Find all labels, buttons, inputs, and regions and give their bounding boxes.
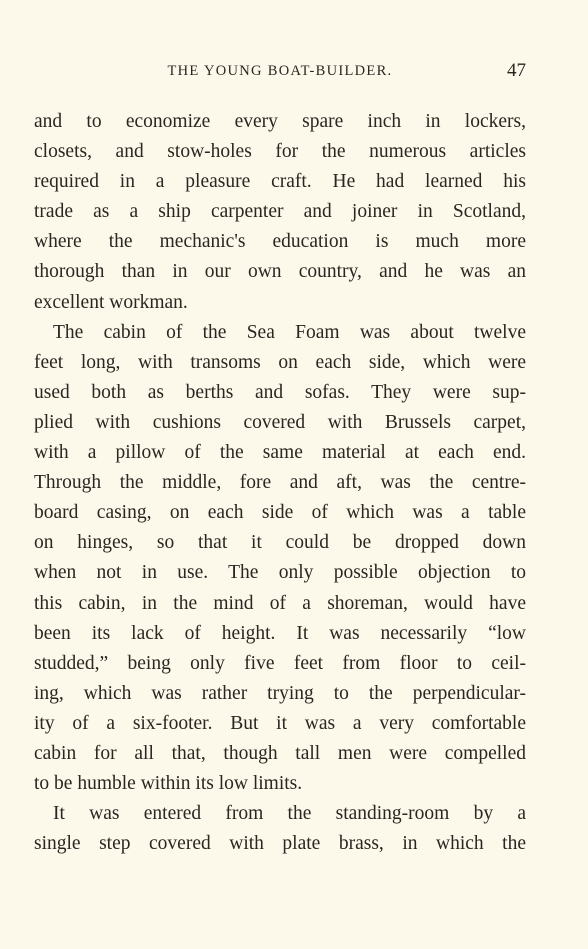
text-line: studded,” being only five feet from floor to ceil- <box>34 652 526 674</box>
text-line: with a pillow of the same material at each end. <box>34 442 526 464</box>
running-head <box>34 60 526 84</box>
running-title: THE YOUNG BOAT-BUILDER. <box>167 63 393 79</box>
text-line: ing, which was rather trying to the perpendicular- <box>34 682 526 704</box>
text-line: closets, and stow-holes for the numerous articles <box>34 141 526 163</box>
text-line: board casing, on each side of which was a table <box>34 502 526 524</box>
text-line: and to economize every spare inch in lockers, <box>34 111 526 132</box>
text-line: It was entered from the standing-room by a <box>53 803 526 825</box>
text-line: trade as a ship carpenter and joiner in Scotland, <box>34 201 526 223</box>
text-line: Through the middle, fore and aft, was the centre- <box>34 472 526 494</box>
text-line: where the mechanic's education is much more <box>34 231 526 253</box>
paragraph-2 <box>34 318 526 800</box>
paragraph-3 <box>34 799 526 859</box>
body-text <box>34 107 526 859</box>
text-line: required in a pleasure craft. He had learned his <box>34 171 526 193</box>
text-line: to be humble within its low limits. <box>34 773 303 795</box>
text-line: on hinges, so that it could be dropped down <box>34 532 526 554</box>
text-line: cabin for all that, though tall men were compelled <box>34 742 526 764</box>
text-line: feet long, with transoms on each side, which were <box>34 351 526 373</box>
page-number: 47 <box>507 60 526 81</box>
paragraph-1 <box>34 107 526 318</box>
text-line: The cabin of the Sea Foam was about twelve <box>53 321 526 343</box>
text-line: excellent workman. <box>34 291 188 313</box>
text-line: ity of a six-footer. But it was a very comfortable <box>34 712 526 734</box>
text-line: when not in use. The only possible objection to <box>34 562 526 584</box>
text-line: plied with cushions covered with Brussels carpet, <box>34 411 526 433</box>
text-line: single step covered with plate brass, in which the <box>34 833 526 855</box>
text-line: this cabin, in the mind of a shoreman, would have <box>34 592 526 614</box>
text-line: thorough than in our own country, and he was an <box>34 261 526 283</box>
text-line: been its lack of height. It was necessarily “low <box>34 622 526 644</box>
text-line: used both as berths and sofas. They were sup- <box>34 381 526 403</box>
